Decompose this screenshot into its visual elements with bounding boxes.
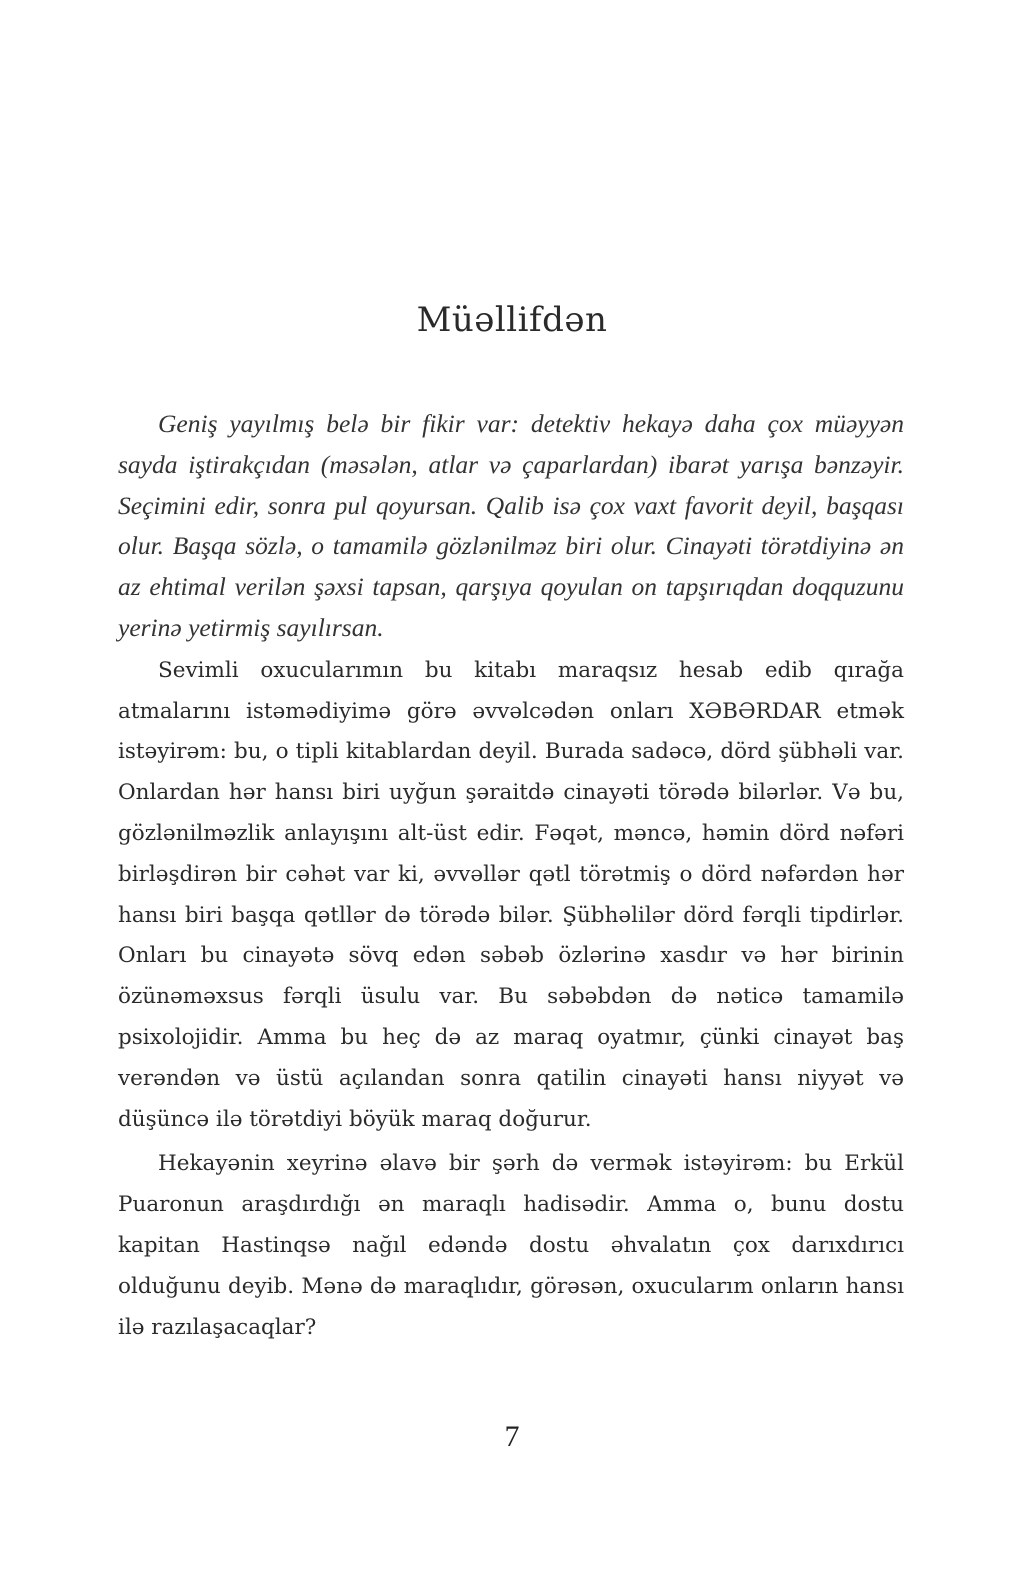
chapter-body	[118, 404, 904, 1352]
body-paragraph-2: Hekayənin xeyrinə əlavə bir şərh də vermək istəyirəm: bu Erkül Puaronun araşdırdığı ən maraqlı hadisədir. Amma o, bunu dostu kapitan Hastinqsə nağıl edəndə dostu əhvalatın çox darıxdırıcı olduğunu deyib. Mənə də maraqlıdır, görəsən, oxucularım onların hansı ilə razılaşacaqlar?	[118, 1151, 904, 1340]
page-number: 7	[504, 1420, 520, 1453]
chapter-title: Müəllifdən	[416, 300, 608, 340]
body-paragraph-1: Sevimli oxucularımın bu kitabı maraqsız hesab edib qırağa atmalarını istəmədiyimə görə əvvəlcədən onları XƏBƏRDAR etmək istəyirəm: bu, o tipli kitablardan deyil. Burada sadəcə, dörd şübhəli var. Onlardan hər hansı biri uyğun şəraitdə cinayəti törədə bilərlər. Və bu, gözlənilməzlik anlayışını alt-üst edir. Fəqət, məncə, həmin dörd nəfəri birləşdirən bir cəhət var ki, əvvəllər qətl törətmiş o dörd nəfərdən hər hansı biri başqa qətllər də törədə bilər. Şübhəlilər dörd fərqli tipdirlər. Onları bu cinayətə sövq edən səbəb özlərinə xasdır və hər birinin özünəməxsus fərqli üsulu var. Bu səbəbdən də nəticə tamamilə psixolojidir. Amma bu heç də az maraq oyatmır, çünki cinayət baş verəndən və üstü açılandan sonra qatilin cinayəti hansı niyyət və düşüncə ilə törətdiyi böyük maraq doğurur.	[118, 657, 904, 1132]
epigraph-paragraph: Geniş yayılmış belə bir fikir var: detektiv hekayə daha çox müəyyən sayda iştirakçıdan (məsələn, atlar və çaparlardan) ibarət yarışa bənzəyir. Seçimini edir, sonra pul qoyursan. Qalib isə çox vaxt favorit deyil, başqası olur. Başqa sözlə, o tamamilə gözlənilməz biri olur. Cinayəti törətdiyinə ən az ehtimal verilən şəxsi tapsan, qarşıya qoyulan on tapşırıqdan doqquzunu yerinə yetirmiş sayılırsan.	[118, 409, 904, 642]
